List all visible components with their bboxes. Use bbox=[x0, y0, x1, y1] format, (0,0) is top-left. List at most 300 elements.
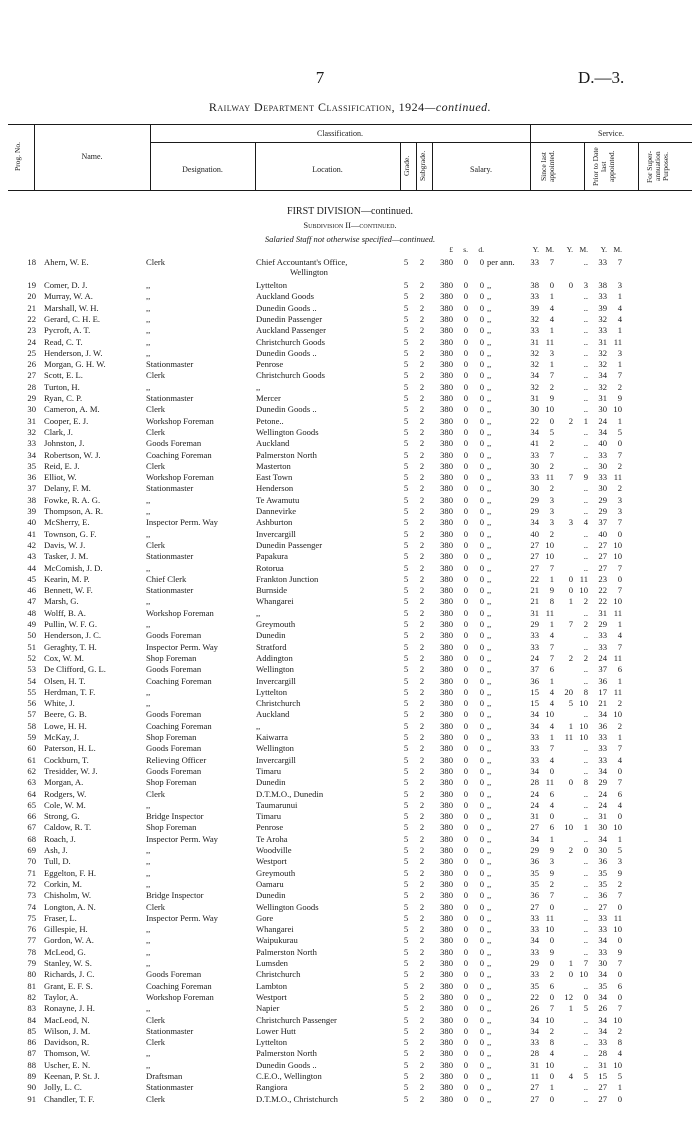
since-last-months: 6 bbox=[549, 788, 554, 799]
prog-number: 41 bbox=[27, 528, 36, 539]
table-row bbox=[0, 393, 700, 403]
salary-pounds: 380 bbox=[440, 980, 453, 991]
prior-months: 10 bbox=[579, 698, 588, 709]
salary-pence: 0 bbox=[479, 845, 484, 855]
subgrade: 2 bbox=[419, 946, 425, 957]
employee-name: Fowke, R. A. G. bbox=[44, 494, 101, 505]
subgrade: 2 bbox=[419, 494, 425, 505]
subgrade: 2 bbox=[419, 664, 425, 675]
super-years: 40 bbox=[598, 438, 607, 449]
salary-pounds: 380 bbox=[440, 1037, 453, 1048]
since-last-months: 0 bbox=[549, 958, 554, 968]
prior-months: .. bbox=[583, 257, 588, 267]
salary-pence: 0 bbox=[479, 313, 484, 324]
service-rule bbox=[530, 142, 692, 143]
salary-pounds: 380 bbox=[440, 483, 453, 494]
salary-period: ,, bbox=[487, 1037, 492, 1048]
salary-pence: 0 bbox=[479, 359, 484, 370]
employee-name: Pullin, W. F. G. bbox=[44, 619, 98, 629]
salary-period: ,, bbox=[487, 381, 492, 392]
super-years: 35 bbox=[598, 867, 607, 878]
super-years: 34 bbox=[598, 1025, 607, 1036]
table-row bbox=[0, 653, 700, 663]
since-last-years: 33 bbox=[530, 291, 539, 302]
prior-months: 11 bbox=[579, 573, 588, 584]
subgrade: 2 bbox=[419, 935, 425, 946]
salary-shillings: 0 bbox=[463, 652, 468, 663]
grade: 5 bbox=[403, 506, 409, 516]
designation: ,, bbox=[146, 381, 151, 392]
salary-pence: 0 bbox=[479, 664, 484, 675]
since-last-months: 0 bbox=[549, 765, 554, 776]
salary-period: ,, bbox=[487, 619, 492, 629]
employee-name: Lowe, H. H. bbox=[44, 720, 87, 731]
table-row bbox=[0, 766, 700, 776]
employee-name: Townson, G. F. bbox=[44, 528, 97, 539]
grade: 5 bbox=[403, 483, 409, 494]
prior-months: .. bbox=[583, 1025, 588, 1036]
location: Rotorua bbox=[256, 562, 284, 573]
table-row bbox=[0, 540, 700, 550]
salary-shillings: 0 bbox=[463, 833, 468, 844]
employee-name: Roach, J. bbox=[44, 833, 76, 844]
prog-number: 18 bbox=[27, 257, 36, 267]
super-years: 30 bbox=[598, 958, 607, 968]
salary-shillings: 0 bbox=[463, 506, 468, 516]
salary-pounds: 380 bbox=[440, 291, 453, 302]
since-last-months: 2 bbox=[549, 528, 554, 539]
super-months: 2 bbox=[617, 698, 622, 709]
since-last-years: 33 bbox=[530, 969, 539, 980]
salary-shillings: 0 bbox=[463, 641, 468, 652]
grade: 5 bbox=[403, 958, 409, 968]
since-last-years: 31 bbox=[530, 393, 539, 403]
prog-number: 67 bbox=[27, 822, 36, 833]
grade: 5 bbox=[403, 1093, 409, 1104]
since-last-years: 32 bbox=[530, 359, 539, 370]
salary-period: ,, bbox=[487, 833, 492, 844]
subgrade: 2 bbox=[419, 732, 425, 742]
salary-shillings: 0 bbox=[463, 325, 468, 336]
salary-period: per ann. bbox=[487, 257, 515, 267]
super-months: 1 bbox=[617, 415, 622, 426]
grade: 5 bbox=[403, 799, 409, 810]
prog-number: 53 bbox=[27, 664, 36, 675]
prior-years: 0 bbox=[568, 777, 573, 788]
salary-pence: 0 bbox=[479, 381, 484, 392]
subgrade: 2 bbox=[419, 958, 425, 968]
salary-pence: 0 bbox=[479, 777, 484, 788]
salary-shillings: 0 bbox=[463, 607, 468, 618]
table-row bbox=[0, 913, 700, 923]
division-heading: FIRST DIVISION—continued. bbox=[287, 206, 413, 217]
prog-number: 84 bbox=[27, 1014, 36, 1025]
prior-months: .. bbox=[583, 404, 588, 415]
salary-period: ,, bbox=[487, 664, 492, 675]
designation: ,, bbox=[146, 1059, 151, 1070]
prog-number: 68 bbox=[27, 833, 36, 844]
table-row bbox=[0, 574, 700, 584]
since-last-months: 5 bbox=[549, 426, 554, 437]
employee-name: Thompson, A. R. bbox=[44, 506, 103, 516]
salary-shillings: 0 bbox=[463, 630, 468, 641]
location: Timaru bbox=[256, 765, 281, 776]
super-months: 11 bbox=[613, 607, 622, 618]
salary-pence: 0 bbox=[479, 641, 484, 652]
prog-number: 62 bbox=[27, 765, 36, 776]
super-months: 9 bbox=[617, 867, 622, 878]
designation: Clerk bbox=[146, 1037, 166, 1048]
grade: 5 bbox=[403, 585, 409, 596]
designation: Goods Foreman bbox=[146, 664, 202, 675]
salary-pounds: 380 bbox=[440, 822, 453, 833]
salary-shillings: 0 bbox=[463, 777, 468, 788]
since-last-years: 31 bbox=[530, 1059, 539, 1070]
designation: ,, bbox=[146, 347, 151, 358]
table-row bbox=[0, 687, 700, 697]
prior-months: .. bbox=[583, 946, 588, 957]
prior-months: .. bbox=[583, 347, 588, 358]
super-months: 0 bbox=[617, 528, 622, 539]
super-years: 24 bbox=[598, 788, 607, 799]
super-months: 2 bbox=[617, 460, 622, 471]
location: Westport bbox=[256, 991, 287, 1002]
super-years: 33 bbox=[598, 630, 607, 641]
subgrade: 2 bbox=[419, 856, 425, 867]
table-row bbox=[0, 416, 700, 426]
table-row bbox=[0, 1015, 700, 1025]
salary-pence: 0 bbox=[479, 619, 484, 629]
table-row bbox=[0, 495, 700, 505]
prog-number: 36 bbox=[27, 472, 36, 483]
since-last-months: 7 bbox=[549, 562, 554, 573]
salary-shillings: 0 bbox=[463, 754, 468, 765]
grade: 5 bbox=[403, 664, 409, 675]
salary-pounds: 380 bbox=[440, 799, 453, 810]
employee-name: Tull, D. bbox=[44, 856, 71, 867]
prior-years: 4 bbox=[568, 1071, 573, 1081]
since-last-months: 10 bbox=[545, 404, 554, 415]
table-row bbox=[0, 1082, 700, 1092]
since-last-months: 1 bbox=[549, 732, 554, 742]
salary-period: ,, bbox=[487, 777, 492, 788]
salary-shillings: 0 bbox=[463, 856, 468, 867]
salary-pence: 0 bbox=[479, 991, 484, 1002]
since-last-years: 31 bbox=[530, 607, 539, 618]
salary-pounds: 380 bbox=[440, 664, 453, 675]
location: Lyttelton bbox=[256, 686, 288, 697]
since-last-years: 33 bbox=[530, 1037, 539, 1048]
subgrade: 2 bbox=[419, 1048, 425, 1059]
employee-name: Fraser, L. bbox=[44, 912, 77, 923]
salary-period: ,, bbox=[487, 969, 492, 980]
super-months: 1 bbox=[617, 359, 622, 370]
salary-shillings: 0 bbox=[463, 709, 468, 720]
salary-pounds: 380 bbox=[440, 1082, 453, 1093]
header-name: Name. bbox=[81, 152, 103, 161]
since-last-months: 0 bbox=[549, 415, 554, 426]
unit-years: Y. bbox=[600, 245, 607, 254]
prior-years: 1 bbox=[568, 958, 573, 968]
salary-pence: 0 bbox=[479, 506, 484, 516]
employee-name: Bennett, W. F. bbox=[44, 585, 93, 596]
since-last-months: 3 bbox=[549, 494, 554, 505]
location: Dunedin Goods .. bbox=[256, 404, 317, 415]
location: Greymouth bbox=[256, 619, 296, 629]
salary-pounds: 380 bbox=[440, 506, 453, 516]
salary-period: ,, bbox=[487, 675, 492, 686]
salary-shillings: 0 bbox=[463, 517, 468, 528]
since-last-months: 8 bbox=[549, 1037, 554, 1048]
salary-pence: 0 bbox=[479, 438, 484, 449]
title-main: Railway Department Classification, 1924 bbox=[208, 100, 425, 114]
prog-number: 74 bbox=[27, 901, 36, 912]
subgrade: 2 bbox=[419, 336, 425, 347]
since-last-years: 22 bbox=[530, 415, 539, 426]
table-row bbox=[0, 721, 700, 731]
prior-years: 2 bbox=[568, 845, 573, 855]
designation: Stationmaster bbox=[146, 1082, 194, 1093]
table-row bbox=[0, 834, 700, 844]
employee-name: Scott, E. L. bbox=[44, 370, 83, 381]
salary-shillings: 0 bbox=[463, 426, 468, 437]
employee-name: Olsen, H. T. bbox=[44, 675, 86, 686]
since-last-months: 2 bbox=[549, 1025, 554, 1036]
prog-number: 73 bbox=[27, 890, 36, 901]
salary-shillings: 0 bbox=[463, 664, 468, 675]
table-row bbox=[0, 585, 700, 595]
super-months: 10 bbox=[613, 539, 622, 550]
salary-shillings: 0 bbox=[463, 946, 468, 957]
salary-pence: 0 bbox=[479, 924, 484, 935]
salary-period: ,, bbox=[487, 935, 492, 946]
unit-months: M. bbox=[613, 245, 622, 254]
super-months: 0 bbox=[617, 1093, 622, 1104]
prog-number: 38 bbox=[27, 494, 36, 505]
super-months: 0 bbox=[617, 765, 622, 776]
since-last-months: 9 bbox=[549, 946, 554, 957]
salary-pence: 0 bbox=[479, 743, 484, 754]
since-last-months: 1 bbox=[549, 325, 554, 336]
prog-number: 58 bbox=[27, 720, 36, 731]
prior-months: 5 bbox=[583, 1003, 588, 1014]
prog-number: 20 bbox=[27, 291, 36, 302]
table-row bbox=[0, 958, 700, 968]
super-years: 34 bbox=[598, 991, 607, 1002]
since-last-months: 6 bbox=[549, 664, 554, 675]
salary-period: ,, bbox=[487, 596, 492, 607]
employee-name: McSherry, E. bbox=[44, 517, 90, 528]
prior-months: .. bbox=[583, 1048, 588, 1059]
subgrade: 2 bbox=[419, 517, 425, 528]
employee-name: Johnston, J. bbox=[44, 438, 85, 449]
super-months: 2 bbox=[617, 720, 622, 731]
since-last-months: 9 bbox=[549, 393, 554, 403]
salary-period: ,, bbox=[487, 867, 492, 878]
grade: 5 bbox=[403, 415, 409, 426]
salary-shillings: 0 bbox=[463, 359, 468, 370]
prior-months: .. bbox=[583, 325, 588, 336]
salary-period: ,, bbox=[487, 393, 492, 403]
since-last-years: 15 bbox=[530, 698, 539, 709]
grade: 5 bbox=[403, 562, 409, 573]
employee-name: Ash, J. bbox=[44, 845, 68, 855]
since-last-months: 2 bbox=[549, 460, 554, 471]
since-last-years: 27 bbox=[530, 901, 539, 912]
salary-shillings: 0 bbox=[463, 686, 468, 697]
employee-name: Gerard, C. H. E. bbox=[44, 313, 101, 324]
salary-pounds: 380 bbox=[440, 720, 453, 731]
salary-period: ,, bbox=[487, 426, 492, 437]
prog-number: 57 bbox=[27, 709, 36, 720]
grade: 5 bbox=[403, 698, 409, 709]
since-last-years: 22 bbox=[530, 991, 539, 1002]
salary-period: ,, bbox=[487, 946, 492, 957]
prior-months: .. bbox=[583, 833, 588, 844]
prog-number: 39 bbox=[27, 506, 36, 516]
since-last-months: 4 bbox=[549, 313, 554, 324]
employee-name: Beere, G. B. bbox=[44, 709, 87, 720]
designation: ,, bbox=[146, 958, 151, 968]
grade: 5 bbox=[403, 438, 409, 449]
since-last-months: 1 bbox=[549, 675, 554, 686]
salary-period: ,, bbox=[487, 336, 492, 347]
prog-number: 61 bbox=[27, 754, 36, 765]
grade: 5 bbox=[403, 901, 409, 912]
subgrade: 2 bbox=[419, 438, 425, 449]
super-years: 35 bbox=[598, 980, 607, 991]
grade: 5 bbox=[403, 381, 409, 392]
location: Gore bbox=[256, 912, 274, 923]
unit-years: Y. bbox=[532, 245, 539, 254]
prog-number: 72 bbox=[27, 878, 36, 889]
salary-pounds: 380 bbox=[440, 743, 453, 754]
subgrade: 2 bbox=[419, 901, 425, 912]
super-months: 0 bbox=[617, 573, 622, 584]
table-row bbox=[0, 969, 700, 979]
salary-shillings: 0 bbox=[463, 878, 468, 889]
prior-months: .. bbox=[583, 291, 588, 302]
salary-pence: 0 bbox=[479, 856, 484, 867]
super-years: 21 bbox=[598, 698, 607, 709]
since-last-years: 32 bbox=[530, 381, 539, 392]
super-years: 33 bbox=[598, 257, 607, 267]
since-last-years: 30 bbox=[530, 483, 539, 494]
salary-period: ,, bbox=[487, 562, 492, 573]
prog-number: 31 bbox=[27, 415, 36, 426]
salary-pence: 0 bbox=[479, 980, 484, 991]
grade: 5 bbox=[403, 890, 409, 901]
designation: Goods Foreman bbox=[146, 765, 202, 776]
salary-period: ,, bbox=[487, 732, 492, 742]
col-divider bbox=[584, 142, 585, 190]
location: Dunedin bbox=[256, 777, 286, 788]
salary-pounds: 380 bbox=[440, 257, 453, 267]
salary-pounds: 380 bbox=[440, 1003, 453, 1014]
super-years: 29 bbox=[598, 506, 607, 516]
employee-name: McLeod, G. bbox=[44, 946, 86, 957]
since-last-years: 32 bbox=[530, 313, 539, 324]
salary-pounds: 380 bbox=[440, 415, 453, 426]
salary-pounds: 380 bbox=[440, 619, 453, 629]
designation: Inspector Perm. Way bbox=[146, 833, 218, 844]
salary-pounds: 380 bbox=[440, 845, 453, 855]
super-years: 37 bbox=[598, 664, 607, 675]
location: Palmerston North bbox=[256, 1048, 317, 1059]
location: Dunedin bbox=[256, 890, 286, 901]
salary-pounds: 380 bbox=[440, 302, 453, 313]
salary-pounds: 380 bbox=[440, 991, 453, 1002]
designation: Chief Clerk bbox=[146, 573, 187, 584]
prior-months: 1 bbox=[583, 415, 588, 426]
table-row bbox=[0, 280, 700, 290]
salary-shillings: 0 bbox=[463, 1014, 468, 1025]
salary-period: ,, bbox=[487, 472, 492, 483]
designation: ,, bbox=[146, 856, 151, 867]
salary-pence: 0 bbox=[479, 811, 484, 822]
location: East Town bbox=[256, 472, 293, 483]
header-subgrade: Subgrade. bbox=[418, 150, 427, 182]
salary-period: ,, bbox=[487, 720, 492, 731]
salary-pence: 0 bbox=[479, 1093, 484, 1104]
unit-months: M. bbox=[545, 245, 554, 254]
super-months: 1 bbox=[617, 675, 622, 686]
since-last-months: 10 bbox=[545, 551, 554, 562]
salary-pounds: 380 bbox=[440, 359, 453, 370]
prog-number: 47 bbox=[27, 596, 36, 607]
page-number: 7 bbox=[315, 68, 325, 87]
super-years: 22 bbox=[598, 585, 607, 596]
location: Auckland Passenger bbox=[256, 325, 326, 336]
salary-period: ,, bbox=[487, 788, 492, 799]
prior-years: 2 bbox=[568, 652, 573, 663]
grade: 5 bbox=[403, 867, 409, 878]
subgrade: 2 bbox=[419, 562, 425, 573]
salary-period: ,, bbox=[487, 709, 492, 720]
salary-pounds: 380 bbox=[440, 472, 453, 483]
location: Penrose bbox=[256, 359, 284, 370]
subgrade: 2 bbox=[419, 426, 425, 437]
super-years: 36 bbox=[598, 720, 607, 731]
since-last-years: 32 bbox=[530, 347, 539, 358]
salary-pounds: 380 bbox=[440, 833, 453, 844]
since-last-years: 36 bbox=[530, 856, 539, 867]
prior-years: 0 bbox=[568, 969, 573, 980]
super-years: 33 bbox=[598, 1037, 607, 1048]
super-months: 4 bbox=[617, 1048, 622, 1059]
table-row bbox=[0, 890, 700, 900]
salary-pence: 0 bbox=[479, 573, 484, 584]
designation: Coaching Foreman bbox=[146, 675, 212, 686]
since-last-months: 4 bbox=[549, 630, 554, 641]
grade: 5 bbox=[403, 765, 409, 776]
employee-name: Longton, A. N. bbox=[44, 901, 96, 912]
employee-name: McKay, J. bbox=[44, 732, 80, 742]
since-last-months: 8 bbox=[549, 596, 554, 607]
prior-months: .. bbox=[583, 551, 588, 562]
salary-pounds: 380 bbox=[440, 675, 453, 686]
since-last-years: 29 bbox=[530, 506, 539, 516]
prog-number: 70 bbox=[27, 856, 36, 867]
super-months: 0 bbox=[617, 438, 622, 449]
subgrade: 2 bbox=[419, 381, 425, 392]
since-last-years: 34 bbox=[530, 720, 539, 731]
grade: 5 bbox=[403, 313, 409, 324]
prog-number: 52 bbox=[27, 652, 36, 663]
designation: Stationmaster bbox=[146, 551, 194, 562]
prog-number: 83 bbox=[27, 1003, 36, 1014]
since-last-years: 35 bbox=[530, 980, 539, 991]
